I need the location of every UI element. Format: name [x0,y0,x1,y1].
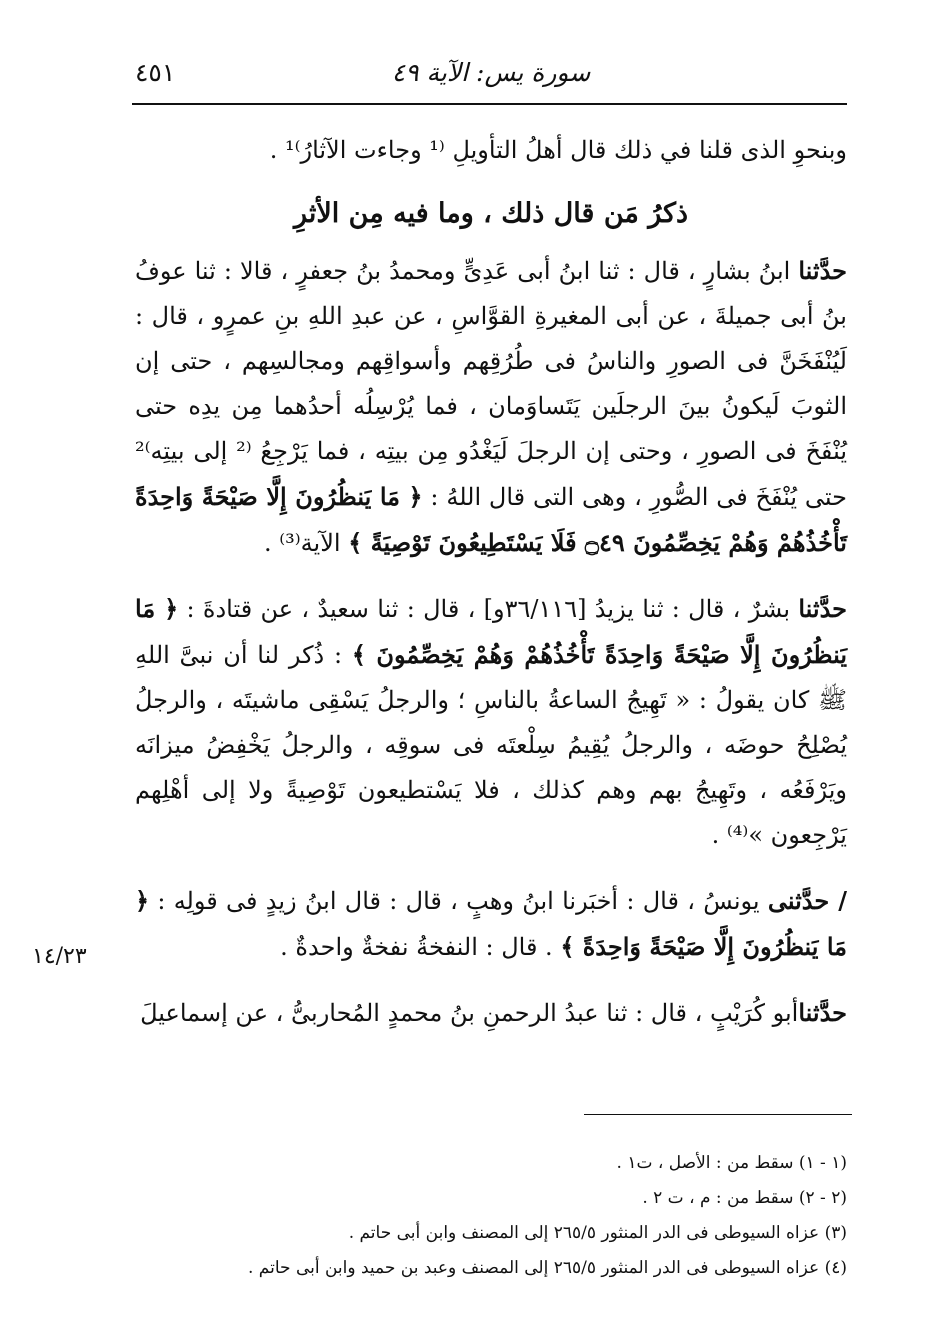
paragraph-text: بشرٌ ، قال : ثنا يزيدُ [٣٦/١١٦و] ، قال : ثنا سعيدٌ ، عن قتادةَ : [178,595,799,623]
paragraph-text: أبو كُرَيْبٍ ، قال : ثنا عبدُ الرحمنِ بنُ محمدٍ المُحاربىُّ ، عن إسماعيلَ [140,999,799,1027]
margin-reference: ١٤/٢٣ [32,944,87,969]
paragraph-tail: . قال : النفخةُ نفخةٌ واحدةٌ . [280,933,561,961]
paragraph-2 [135,586,847,858]
intro-paragraph: وبنحوِ الذى قلنا في ذلك قال أهلُ التأويلِ ⁽¹ وجاءت الآثارُ⁾¹ . [269,136,847,164]
paragraph-1 [135,248,847,566]
section-heading: ذكرُ مَن قال ذلك ، وما فيه مِن الأثرِ [293,198,689,229]
isnad-lead: حدَّثنا [798,998,847,1027]
isnad-lead: / حدَّثنى [767,886,847,915]
paragraph-text: ابنُ بشارٍ ، قال : ثنا ابنُ أبى عَدِىٍّ ومحمدُ بنُ جعفرٍ ، قالا : ثنا عوفُ بنُ أبى جميلةَ ، عن أبى المغيرةِ القوَّاسِ ، عن عبدِ اللهِ بنِ عمرٍو ، قال : لَيُنْفَخَنَّ فى الصورِ والناسُ فى طُرُقِهم وأسواقِهم ومجالسِهم ، حتى إن الثوبَ لَيكونُ بينَ الرجلَين يَتَساوَمان ، فما يُرْسِلُه أحدُهما مِن يدِه حتى يُنْفَخَ فى الصورِ ، وحتى إن الرجلَ لَيَغْدُو مِن بيتِه ، فما يَرْجِعُ ⁽² إلى بيتِه⁾² حتى يُنْفَخَ فى الصُّورِ ، وهى التى قال اللهُ : [135,257,847,511]
quran-verse: ﴿ مَا يَنظُرُونَ إِلَّا صَيْحَةً وَاحِدَةً تَأْخُذُهُمْ وَهُمْ يَخِصِّمُونَ ﴾ [135,594,848,669]
paragraph-4 [135,990,847,1036]
paragraph-tail: الآية⁽³⁾ . [263,529,349,557]
footnote-4: (٤) عزاه السيوطى فى الدر المنثور ٢٦٥/٥ إلى المصنف وعبد بن حميد وابن أبى حاتم . [248,1258,847,1278]
header-rule [132,103,847,105]
paragraph-tail: : ذُكر لنا أن نبىَّ اللهِ ﷺ كان يقولُ : « تَهِيجُ الساعةُ بالناسِ ؛ والرجلُ يَسْقِى ماشيتَه ، والرجلُ يُصْلِحُ حوضَه ، والرجلُ يُقِيمُ سِلْعتَه فى سوقِه ، والرجلُ يَخْفِضُ ميزانَه ويَرْفَعُه ، وتَهِيجُ بهم وهم كذلك ، فلا يَسْتطيعون تَوْصِيةً ولا إلى أهْلِهم يَرْجِعون »⁽⁴⁾ . [135,641,847,849]
paragraph-text: يونسُ ، قال : أخبَرنا ابنُ وهبٍ ، قال : قال ابنُ زيدٍ فى قولِه : [149,887,768,915]
footnote-rule [584,1114,852,1115]
isnad-lead: حدَّثنا [798,256,847,285]
page-number: ٤٥١ [135,58,176,87]
running-header [135,52,847,98]
running-title: سورة يس: الآية ٤٩ [391,58,591,87]
footnote-3: (٣) عزاه السيوطى فى الدر المنثور ٢٦٥/٥ إلى المصنف وابن أبى حاتم . [348,1223,847,1243]
quran-verse: ﴿ مَا يَنظُرُونَ إِلَّا صَيْحَةً وَاحِدَةً ﴾ [135,886,847,961]
footnote-2: (٢ - ٢) سقط من : م ، ت ٢ . [642,1188,847,1208]
footnote-1: (١ - ١) سقط من : الأصل ، ت١ . [616,1153,847,1173]
quran-verse: ﴿ مَا يَنظُرُونَ إِلَّا صَيْحَةً وَاحِدَةً تَأْخُذُهُمْ وَهُمْ يَخِصِّمُونَ ۝٤٩ فَلَا يَسْتَطِيعُونَ تَوْصِيَةً ﴾ [135,482,847,557]
main-text [135,128,847,1036]
isnad-lead: حدَّثنا [798,594,847,623]
footnotes [135,1146,847,1286]
paragraph-3 [135,878,847,970]
